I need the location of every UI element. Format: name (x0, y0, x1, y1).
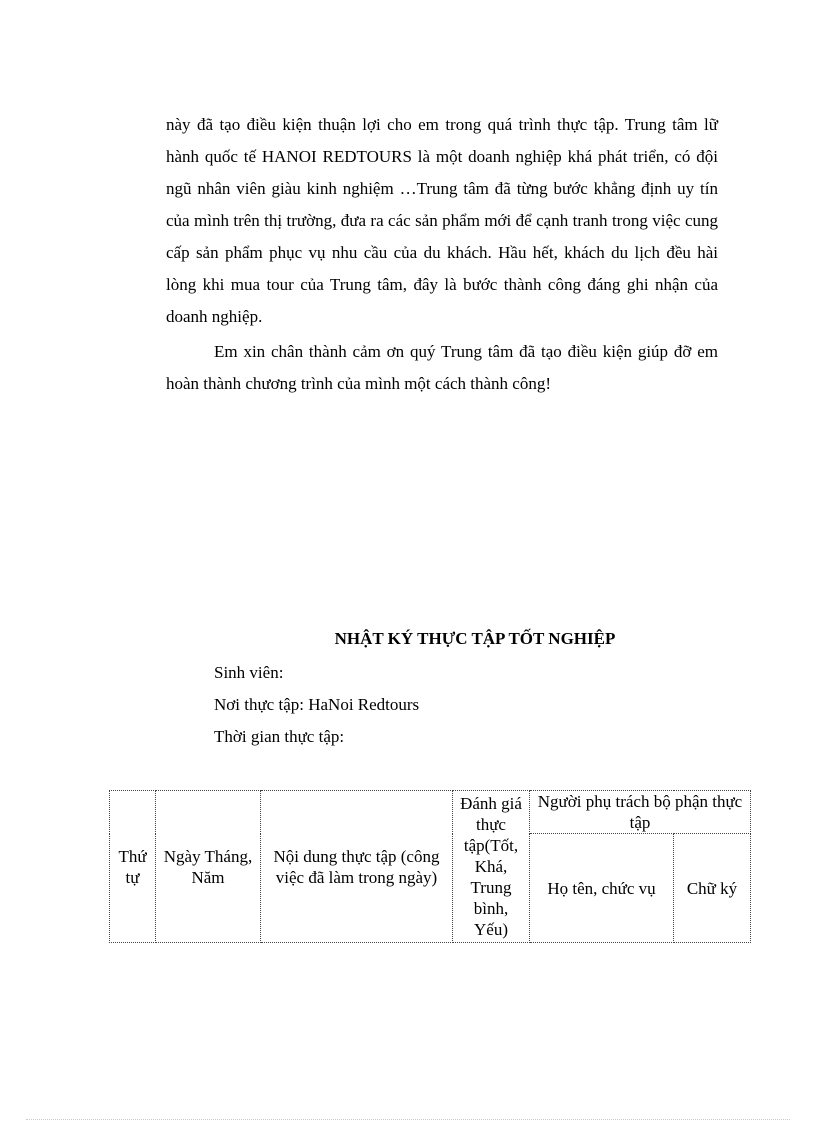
internship-place-line: Nơi thực tập: HaNoi Redtours (214, 695, 420, 714)
page-separator (26, 1119, 790, 1120)
page-title: NHẬT KÝ THỰC TẬP TỐT NGHIỆP (334, 629, 616, 648)
header-signature: Chữ ký (674, 834, 751, 943)
paragraph-acknowledgement: này đã tạo điều kiện thuận lợi cho em trong quá trình thực tập. Trung tâm lữ hành quốc tế HANOI REDTOURS là một doanh nghiệp khá phát triển, có đội ngũ nhân viên giàu kinh nghiệm …Trung tâm đã từng bước khẳng định uy tín của mình trên thị trường, đưa ra các sản phẩm mới để cạnh tranh trong việc cung cấp sản phẩm phục vụ nhu cầu của du khách. Hầu hết, khách du lịch đều hài lòng khi mua tour của Trung tâm, đây là bước thành công đáng ghi nhận của doanh nghiệp. (166, 115, 718, 326)
header-date: Ngày Tháng, Năm (156, 791, 261, 943)
paragraph-thanks: Em xin chân thành cảm ơn quý Trung tâm đã tạo điều kiện giúp đỡ em hoàn thành chương trình của mình một cách thành công! (166, 342, 718, 393)
header-content: Nội dung thực tập (công việc đã làm trong ngày) (261, 791, 453, 943)
header-order: Thứ tự (110, 791, 156, 943)
internship-time-line: Thời gian thực tập: (214, 727, 345, 746)
header-name-position: Họ tên, chức vụ (530, 834, 674, 943)
header-evaluation: Đánh giá thực tập(Tốt, Khá, Trung bình, Yếu) (453, 791, 530, 943)
student-line: Sinh viên: (214, 663, 284, 682)
table-header-row (110, 791, 751, 834)
header-supervisor: Người phụ trách bộ phận thực tập (530, 791, 751, 834)
internship-log-table (109, 790, 751, 943)
